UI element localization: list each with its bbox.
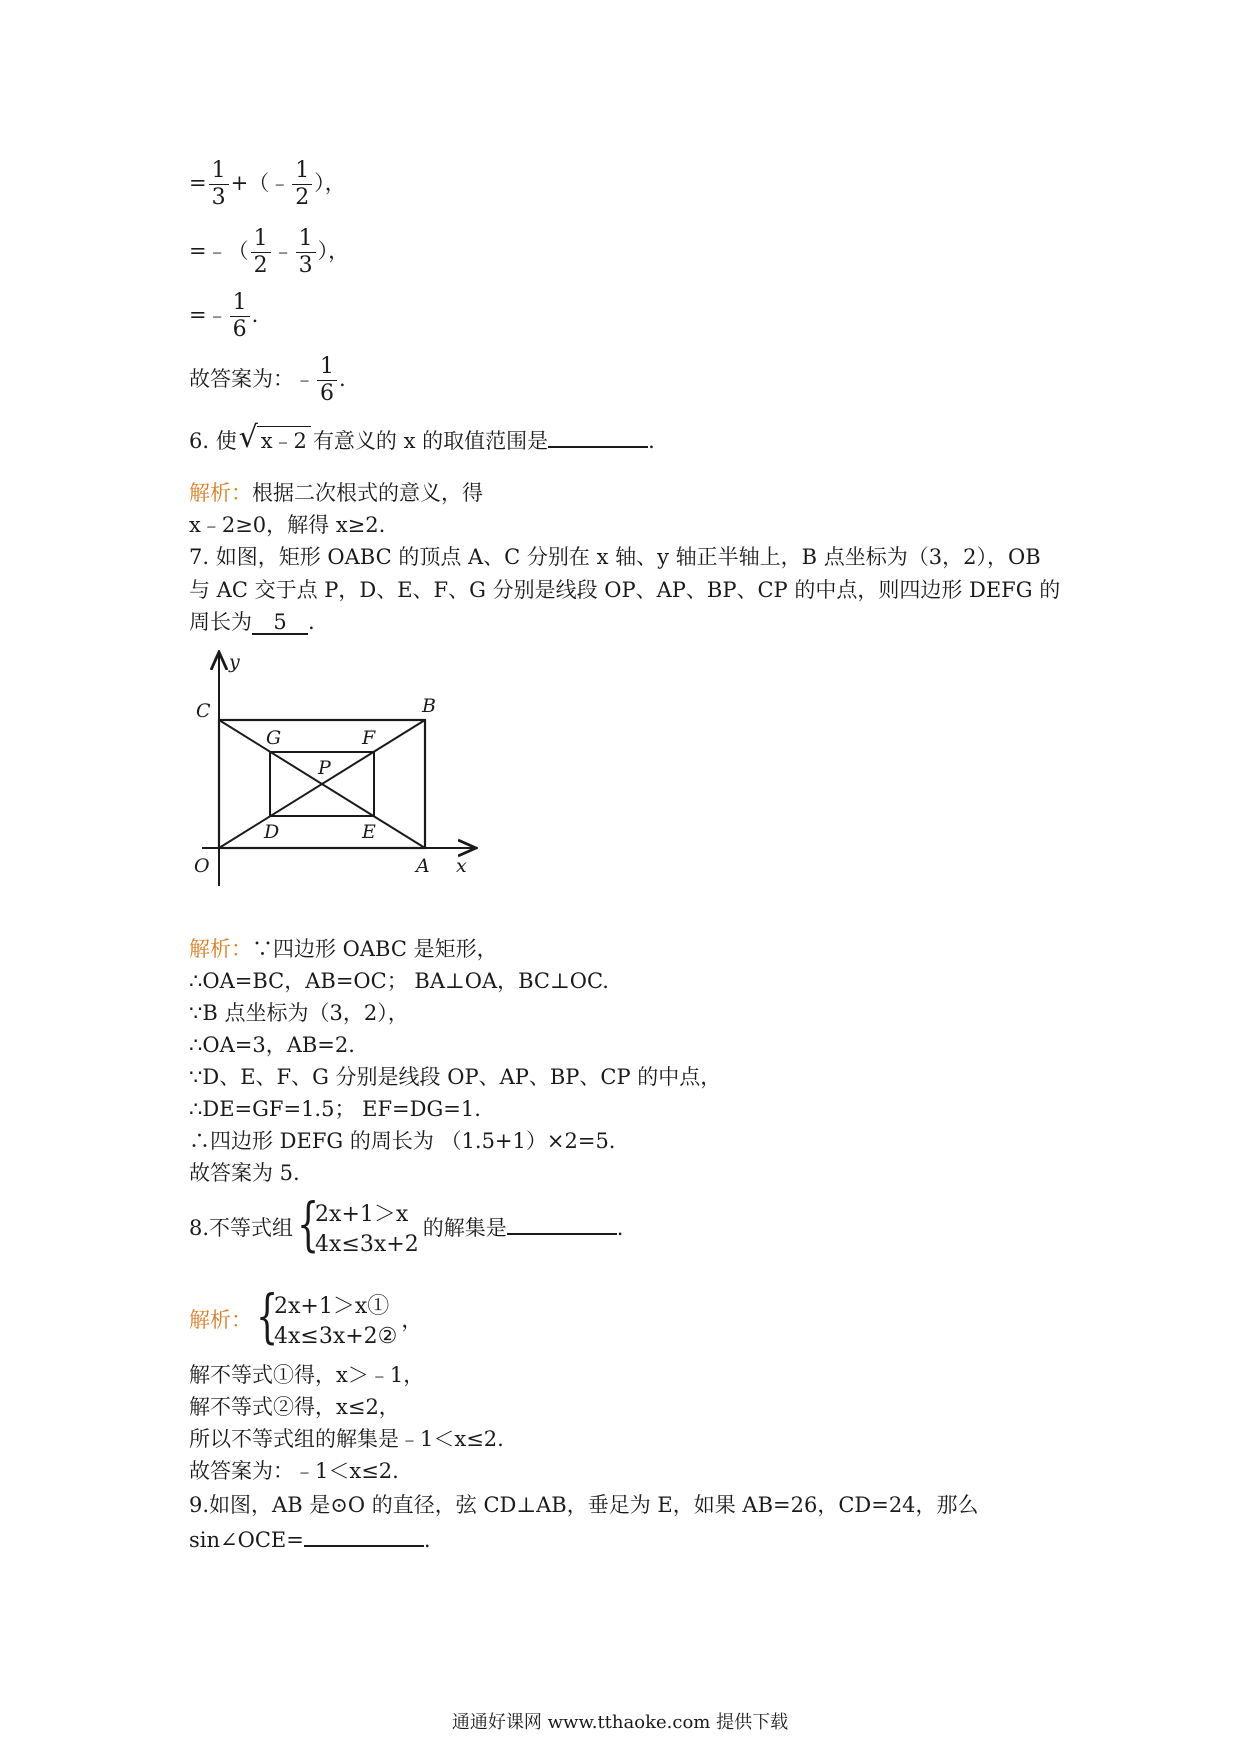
question-text: 与 AC 交于点 P，D、E、F、G 分别是线段 OP、AP、BP、CP 的中点，则四边形 DEFG 的	[189, 578, 1061, 602]
inequality-row: 2x+1＞x	[315, 1201, 409, 1227]
solution-text: 解不等式①得，x＞﹣1，	[189, 1363, 425, 1387]
q8-solution-line-2	[189, 1393, 400, 1421]
solution-text: ∵四边形 OABC 是矩形，	[252, 937, 498, 961]
question-9-line-1	[189, 1491, 979, 1519]
label-e: E	[362, 821, 376, 843]
calc-text: =﹣	[189, 303, 228, 327]
q7-solution-line-2	[189, 967, 609, 995]
inequality-system	[297, 1189, 419, 1260]
solution-text: ∴OA=3，AB=2.	[189, 1033, 355, 1057]
question-8	[189, 1189, 624, 1260]
inequality-row: 4x≤3x+2②	[274, 1323, 398, 1349]
denominator: 2	[253, 253, 268, 278]
calc-text: =	[189, 171, 207, 195]
fraction	[251, 226, 271, 279]
solution-text: 解不等式②得，x≤2，	[189, 1395, 400, 1419]
calc-line-2	[189, 226, 349, 279]
denominator: 3	[211, 185, 226, 210]
solution-text: x﹣2≥0，解得 x≥2.	[189, 513, 386, 537]
solution-text: ∵D、E、F、G 分别是线段 OP、AP、BP、CP 的中点，	[189, 1065, 722, 1089]
solution-text: ∴OA=BC，AB=OC； BA⊥OA，BC⊥OC.	[189, 969, 609, 993]
brace: {	[297, 1189, 320, 1258]
solution-text: ，	[401, 1308, 423, 1332]
solution-text: 故答案为：﹣1＜x≤2.	[189, 1459, 399, 1483]
question-text: .	[648, 429, 655, 453]
question-7-line-1	[189, 543, 1041, 571]
answer-blank	[304, 1525, 424, 1547]
inequality-row: 4x≤3x+2	[315, 1231, 419, 1257]
answer-blank	[507, 1213, 617, 1235]
label-p: P	[318, 757, 331, 779]
label-x: x	[456, 855, 467, 877]
label-o: O	[194, 855, 210, 877]
answer-text: .	[339, 367, 346, 391]
solution-text: 故答案为 5.	[189, 1161, 300, 1185]
solution-label: 解析：	[189, 937, 252, 961]
label-a: A	[416, 855, 430, 877]
q7-solution-line-3	[189, 999, 409, 1027]
numerator: 1	[251, 226, 271, 253]
answer-blank	[548, 426, 648, 448]
q8-solution-system	[189, 1281, 423, 1352]
solution-text: ∴DE=GF=1.5； EF=DG=1.	[189, 1097, 481, 1121]
solution-text: 根据二次根式的意义，得	[252, 481, 483, 505]
q8-solution-line-3	[189, 1425, 504, 1453]
question-text: 7. 如图，矩形 OABC 的顶点 A、C 分别在 x 轴、y 轴正半轴上，B 点坐标为（3，2），OB	[189, 545, 1041, 569]
calc-answer	[189, 354, 346, 407]
brace: {	[256, 1281, 279, 1350]
inequality-row: 2x+1＞x①	[274, 1293, 390, 1319]
denominator: 2	[295, 185, 310, 210]
question-9-line-2	[189, 1525, 431, 1554]
label-f: F	[362, 727, 376, 749]
q7-solution-line-4	[189, 1031, 355, 1059]
radical-sign: √	[238, 420, 258, 455]
sqrt-expression	[238, 420, 311, 455]
rectangle-figure	[182, 650, 482, 890]
calc-line-1	[189, 158, 346, 211]
question-text: 的解集是	[422, 1216, 507, 1240]
question-text: 6. 使	[189, 429, 237, 453]
question-text: .	[423, 1528, 431, 1552]
question-text: 周长为	[189, 610, 252, 634]
solution-text: ∵B 点坐标为（3，2），	[189, 1001, 409, 1025]
question-text: 8.不等式组	[189, 1216, 294, 1240]
question-7-line-2	[189, 576, 1060, 604]
question-text: sin∠OCE=	[189, 1528, 304, 1552]
calc-text: +（﹣	[230, 171, 291, 195]
q7-solution-line-7	[189, 1127, 615, 1155]
label-y: y	[229, 651, 240, 673]
radicand: x﹣2	[257, 426, 311, 453]
question-7-line-3	[189, 608, 315, 636]
q8-solution-line-1	[189, 1361, 424, 1389]
label-c: C	[196, 700, 211, 722]
solution-label: 解析：	[189, 1308, 252, 1332]
solution-label: 解析：	[189, 481, 252, 505]
label-d: D	[264, 821, 280, 843]
calc-text: ），	[314, 171, 346, 195]
q6-solution-line-2	[189, 511, 385, 539]
inequality-system	[256, 1281, 398, 1352]
answer-text: 故答案为：﹣	[189, 367, 315, 391]
numerator: 1	[317, 354, 337, 381]
fraction	[292, 158, 312, 211]
page-footer: 通通好课网 www.tthaoke.com 提供下载	[451, 1712, 789, 1733]
calc-line-3	[189, 290, 258, 343]
numerator: 1	[292, 158, 312, 185]
q7-solution-line-6	[189, 1095, 481, 1123]
question-text: 有意义的 x 的取值范围是	[312, 429, 549, 453]
answer-blank	[252, 611, 308, 635]
q7-solution-line-1	[189, 935, 498, 963]
calc-text: ﹣	[272, 239, 294, 263]
calc-text: =﹣（	[189, 239, 249, 263]
numerator: 1	[209, 158, 229, 185]
calc-text: ），	[317, 239, 350, 263]
denominator: 3	[298, 253, 313, 278]
fraction	[209, 158, 229, 211]
question-text: 9.如图，AB 是⊙O 的直径，弦 CD⊥AB，垂足为 E，如果 AB=26，CD=24，那么	[189, 1493, 979, 1517]
denominator: 6	[232, 317, 247, 342]
q7-solution-line-8	[189, 1159, 300, 1187]
question-text: .	[616, 1216, 624, 1240]
filled-answer: 5	[273, 610, 287, 634]
question-6	[189, 420, 655, 455]
label-g: G	[266, 727, 282, 749]
fraction	[230, 290, 250, 343]
solution-text: 所以不等式组的解集是﹣1＜x≤2.	[189, 1427, 504, 1451]
fraction	[296, 226, 316, 279]
q7-solution-line-5	[189, 1063, 721, 1091]
question-text: .	[308, 610, 315, 634]
label-b: B	[422, 695, 436, 717]
fraction	[317, 354, 337, 407]
calc-text: .	[251, 303, 259, 327]
denominator: 6	[320, 381, 334, 406]
solution-text: ∴四边形 DEFG 的周长为 （1.5+1）×2=5.	[189, 1129, 616, 1153]
numerator: 1	[230, 290, 250, 317]
numerator: 1	[296, 226, 316, 253]
q6-solution-line-1	[189, 479, 483, 507]
q8-solution-line-4	[189, 1457, 399, 1485]
